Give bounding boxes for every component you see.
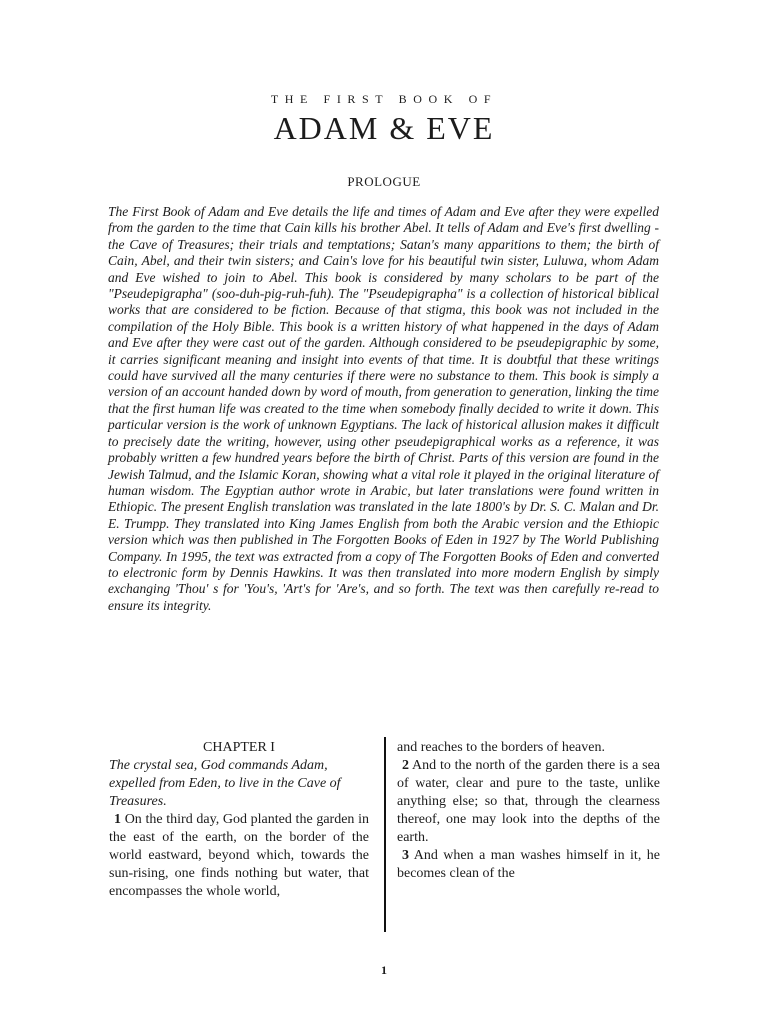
verse-text: And when a man washes himself in it, he becomes clean of the [397,848,661,881]
verse-number: 1 [114,812,121,827]
prologue-text: The First Book of Adam and Eve details the life and times of Adam and Eve after they were expelled from the garden to the time that Cain kills his brother Abel. It tells of Adam and Eve's first dwelling - the Cave of Treasures; their trials and temptations; Satan's many apparitions to them; the birth of Cain, Abel, and their twin sisters; and Cain's love for his beautiful twin sister, Luluwa, whom Adam and Eve wished to join to Abel. This book is considered by many scholars to be part of the "Pseudepigrapha" (soo-duh-pig-ruh-fuh). The "Pseudepigrapha" is a collection of historical biblical works that are considered to be fiction. Because of that stigma, this book was not included in the compilation of the Holy Bible. This book is a written history of what happened in the days of Adam and Eve after they were cast out of the garden. Although considered to be pseudepigraphic by some, it carries significant meaning and insight into events of that time. It is doubtful that these writings could have survived all the many centuries if there were no substance to them. This book is simply a version of an account handed down by word of mouth, from generation to generation, linking the time that the first human life was created to the time when somebody finally decided to write it down. This particular version is the work of unknown Egyptians. The lack of historical allusion makes it difficult to precisely date the writing, however, using other pseudepigraphical works as a reference, it was probably written a few hundred years before the birth of Christ. Parts of this version are found in the Jewish Talmud, and the Islamic Koran, showing what a vital role it played in the original literature of human wisdom. The Egyptian author wrote in Arabic, but later translations were found written in Ethiopic. The present English translation was translated in the late 1800's by Dr. S. C. Malan and Dr. E. Trumpp. They translated into King James English from both the Arabic version and the Ethiopic version which was then published in The Forgotten Books of Eden in 1927 by The World Publishing Company. In 1995, the text was extracted from a copy of The Forgotten Books of Eden and converted to electronic form by Dennis Hawkins. It was then translated into more modern English by simply exchanging 'Thou' s for 'You's, 'Art's for 'Are's, and so forth. The text was then carefully re-read to ensure its integrity. [108,204,659,613]
verse [397,757,660,847]
verse-continuation: and reaches to the borders of heaven. [397,740,605,755]
page-number: 1 [381,963,387,977]
verse-text: On the third day, God planted the garden in the east of the earth, on the border of the world eastward, beyond which, towards the sun-rising, one finds nothing but water, that encompasses the whole world, [109,812,369,899]
verse [397,847,660,883]
prologue-heading: PROLOGUE [347,174,421,189]
column-divider [384,737,386,932]
book-title: ADAM & EVE [273,110,495,146]
chapter-subtitle: The crystal sea, God commands Adam, expelled from Eden, to live in the Cave of Treasures. [109,758,341,809]
book-subtitle: THE FIRST BOOK OF [270,92,498,106]
verse-text: And to the north of the garden there is a sea of water, clear and pure to the taste, unlike anything else; so that, through the clearness thereof, one may look into the depths of the earth. [397,758,661,845]
left-column [109,739,369,901]
verse-number: 2 [402,758,409,773]
verse-number: 3 [402,848,409,863]
verse [109,811,369,901]
right-column [397,739,660,883]
chapter-heading: CHAPTER I [203,740,275,755]
